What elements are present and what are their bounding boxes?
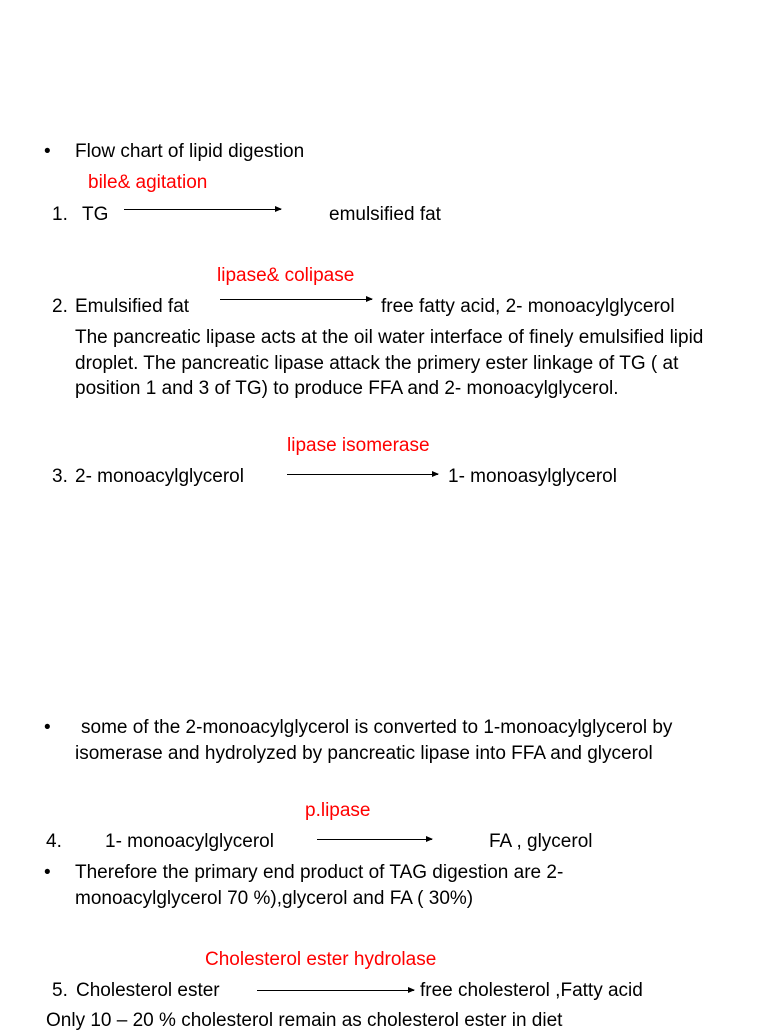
step2-enzyme-label: lipase& colipase: [217, 265, 355, 286]
step3-product: 1- monoasylglycerol: [448, 466, 617, 487]
end-product-note: Therefore the primary end product of TAG digestion are 2-monoacylglycerol 70 %),glycerol and FA ( 30%): [75, 862, 564, 909]
step1-substrate: TG: [82, 204, 109, 225]
step5-product: free cholesterol ,Fatty acid: [420, 980, 643, 1001]
step1-product: emulsified fat: [329, 204, 441, 225]
step1-enzyme-label: bile& agitation: [88, 172, 208, 193]
step4-arrow: [317, 839, 432, 840]
isomerase-note: some of the 2-monoacylglycerol is converted to 1-monoacylglycerol by isomerase and hydrolyzed by pancreatic lipase into FFA and glycerol: [75, 717, 673, 764]
step1-number: 1.: [52, 204, 68, 225]
step2-number: 2.: [52, 296, 68, 317]
step5-arrow: [257, 990, 414, 991]
step2-description: The pancreatic lipase acts at the oil water interface of finely emulsified lipid droplet. The pancreatic lipase attack the primery ester linkage of TG ( at position 1 and 3 of TG) to produce FFA and 2- monoacylglycerol.: [75, 327, 704, 399]
step4-number: 4.: [46, 831, 62, 852]
step5-enzyme-label: Cholesterol ester hydrolase: [205, 949, 437, 970]
bullet-end-product-note: •: [44, 862, 51, 883]
step5-number: 5.: [52, 980, 68, 1001]
step3-enzyme-label: lipase isomerase: [287, 435, 430, 456]
step3-arrow: [287, 474, 438, 475]
step3-number: 3.: [52, 466, 68, 487]
step5-substrate: Cholesterol ester: [76, 980, 220, 1001]
step4-enzyme-label: p.lipase: [305, 800, 371, 821]
step2-arrow: [220, 299, 372, 300]
step2-substrate: Emulsified fat: [75, 296, 190, 317]
step2-product: free fatty acid, 2- monoacylglycerol: [381, 296, 675, 317]
page-title: Flow chart of lipid digestion: [75, 141, 305, 162]
bullet-isomerase-note: •: [44, 717, 51, 738]
step1-arrow: [124, 209, 281, 210]
cholesterol-ester-note: Only 10 – 20 % cholesterol remain as cholesterol ester in diet: [46, 1010, 563, 1031]
step4-product: FA , glycerol: [489, 831, 593, 852]
step4-substrate: 1- monoacylglycerol: [105, 831, 274, 852]
bullet-title: •: [44, 141, 51, 162]
step3-substrate: 2- monoacylglycerol: [75, 466, 244, 487]
